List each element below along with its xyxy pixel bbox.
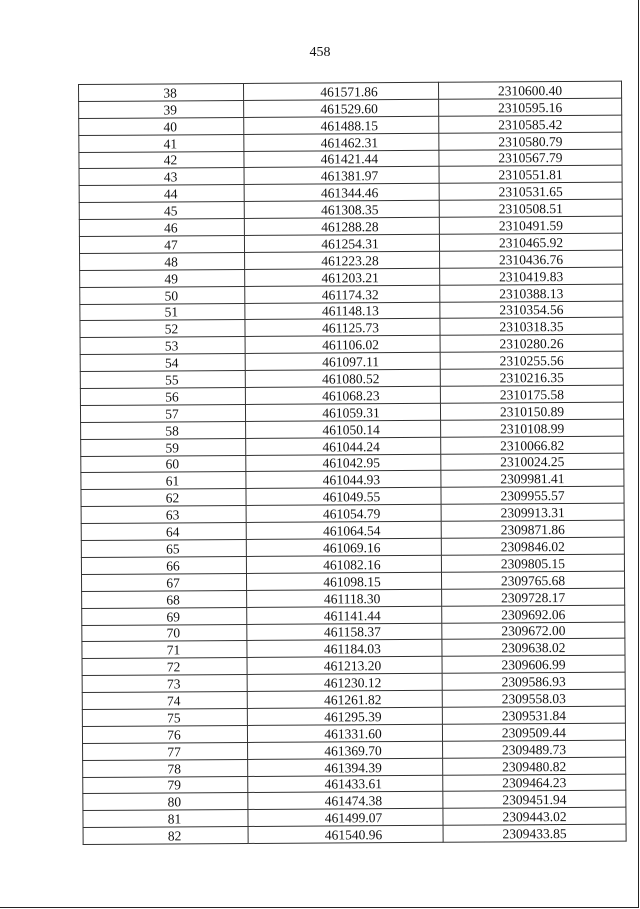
- y-coordinate-cell: 2310419.83: [440, 267, 623, 285]
- y-coordinate-cell: 2310066.82: [441, 436, 624, 454]
- x-coordinate-cell: 461141.44: [247, 606, 442, 624]
- x-coordinate-cell: 461421.44: [244, 150, 439, 168]
- y-coordinate-cell: 2309846.02: [441, 537, 624, 555]
- y-coordinate-cell: 2309464.23: [443, 774, 626, 792]
- point-number-cell: 63: [81, 506, 246, 524]
- x-coordinate-cell: 461049.55: [246, 488, 441, 506]
- y-coordinate-cell: 2310465.92: [439, 233, 622, 251]
- y-coordinate-cell: 2309638.02: [442, 639, 625, 657]
- point-number-cell: 48: [80, 252, 245, 270]
- x-coordinate-cell: 461148.13: [245, 302, 440, 320]
- y-coordinate-cell: 2309692.06: [442, 605, 625, 623]
- x-coordinate-cell: 461213.20: [247, 657, 442, 675]
- point-number-cell: 76: [82, 725, 247, 743]
- point-number-cell: 78: [83, 759, 248, 777]
- y-coordinate-cell: 2309509.44: [442, 723, 625, 741]
- point-number-cell: 77: [83, 742, 248, 760]
- point-number-cell: 44: [79, 185, 244, 203]
- x-coordinate-cell: 461098.15: [246, 572, 441, 590]
- y-coordinate-cell: 2310551.81: [439, 166, 622, 184]
- point-number-cell: 40: [79, 117, 244, 135]
- point-number-cell: 73: [82, 675, 247, 693]
- point-number-cell: 57: [80, 404, 245, 422]
- point-number-cell: 38: [79, 83, 244, 101]
- y-coordinate-cell: 2310216.35: [440, 368, 623, 386]
- y-coordinate-cell: 2310600.40: [438, 81, 621, 99]
- coordinate-table-body: [79, 81, 627, 844]
- x-coordinate-cell: 461488.15: [244, 116, 439, 134]
- y-coordinate-cell: 2309672.00: [442, 622, 625, 640]
- point-number-cell: 67: [81, 573, 246, 591]
- y-coordinate-cell: 2309433.85: [443, 824, 626, 842]
- point-number-cell: 42: [79, 151, 244, 169]
- y-coordinate-cell: 2309586.93: [442, 672, 625, 690]
- y-coordinate-cell: 2310255.56: [440, 351, 623, 369]
- x-coordinate-cell: 461044.93: [246, 471, 441, 489]
- coordinate-table: [78, 81, 627, 845]
- point-number-cell: 46: [79, 219, 244, 237]
- x-coordinate-cell: 461369.70: [248, 741, 443, 759]
- point-number-cell: 58: [81, 421, 246, 439]
- point-number-cell: 60: [81, 455, 246, 473]
- point-number-cell: 53: [80, 337, 245, 355]
- y-coordinate-cell: 2309558.03: [442, 689, 625, 707]
- point-number-cell: 50: [80, 286, 245, 304]
- y-coordinate-cell: 2309805.15: [441, 554, 624, 572]
- x-coordinate-cell: 461230.12: [247, 673, 442, 691]
- x-coordinate-cell: 461082.16: [246, 555, 441, 573]
- x-coordinate-cell: 461184.03: [247, 640, 442, 658]
- y-coordinate-cell: 2309606.99: [442, 655, 625, 673]
- x-coordinate-cell: 461394.39: [248, 758, 443, 776]
- x-coordinate-cell: 461174.32: [245, 285, 440, 303]
- point-number-cell: 51: [80, 303, 245, 321]
- point-number-cell: 68: [82, 590, 247, 608]
- y-coordinate-cell: 2310436.76: [440, 250, 623, 268]
- point-number-cell: 49: [80, 269, 245, 287]
- point-number-cell: 59: [81, 438, 246, 456]
- y-coordinate-cell: 2310150.89: [440, 402, 623, 420]
- y-coordinate-cell: 2310318.35: [440, 318, 623, 336]
- x-coordinate-cell: 461308.35: [244, 201, 439, 219]
- x-coordinate-cell: 461223.28: [245, 251, 440, 269]
- x-coordinate-cell: 461059.31: [245, 403, 440, 421]
- point-number-cell: 71: [82, 641, 247, 659]
- x-coordinate-cell: 461462.31: [244, 133, 439, 151]
- x-coordinate-cell: 461433.61: [248, 775, 443, 793]
- point-number-cell: 56: [80, 388, 245, 406]
- x-coordinate-cell: 461344.46: [244, 184, 439, 202]
- y-coordinate-cell: 2309955.57: [441, 487, 624, 505]
- y-coordinate-cell: 2309913.31: [441, 503, 624, 521]
- x-coordinate-cell: 461054.79: [246, 505, 441, 523]
- point-number-cell: 72: [82, 658, 247, 676]
- point-number-cell: 70: [82, 624, 247, 642]
- y-coordinate-cell: 2309480.82: [443, 757, 626, 775]
- point-number-cell: 39: [79, 100, 244, 118]
- x-coordinate-cell: 461097.11: [245, 353, 440, 371]
- x-coordinate-cell: 461203.21: [245, 268, 440, 286]
- point-number-cell: 52: [80, 320, 245, 338]
- point-number-cell: 45: [79, 202, 244, 220]
- point-number-cell: 65: [81, 540, 246, 558]
- y-coordinate-cell: 2310580.79: [439, 132, 622, 150]
- x-coordinate-cell: 461540.96: [248, 825, 443, 843]
- point-number-cell: 79: [83, 776, 248, 794]
- point-number-cell: 69: [82, 607, 247, 625]
- x-coordinate-cell: 461331.60: [247, 724, 442, 742]
- x-coordinate-cell: 461254.31: [244, 234, 439, 252]
- x-coordinate-cell: 461042.95: [246, 454, 441, 472]
- y-coordinate-cell: 2309728.17: [442, 588, 625, 606]
- y-coordinate-cell: 2309765.68: [441, 571, 624, 589]
- point-number-cell: 66: [81, 556, 246, 574]
- x-coordinate-cell: 461288.28: [244, 217, 439, 235]
- y-coordinate-cell: 2310280.26: [440, 335, 623, 353]
- x-coordinate-cell: 461069.16: [246, 538, 441, 556]
- point-number-cell: 47: [79, 236, 244, 254]
- y-coordinate-cell: 2309489.73: [443, 740, 626, 758]
- x-coordinate-cell: 461158.37: [247, 623, 442, 641]
- page-number: 458: [309, 45, 331, 60]
- x-coordinate-cell: 461499.07: [248, 809, 443, 827]
- x-coordinate-cell: 461125.73: [245, 319, 440, 337]
- table-row: [83, 824, 626, 844]
- x-coordinate-cell: 461068.23: [245, 386, 440, 404]
- y-coordinate-cell: 2310175.58: [440, 385, 623, 403]
- y-coordinate-cell: 2310531.65: [439, 183, 622, 201]
- x-coordinate-cell: 461261.82: [247, 690, 442, 708]
- x-coordinate-cell: 461118.30: [247, 589, 442, 607]
- x-coordinate-cell: 461044.24: [246, 437, 441, 455]
- y-coordinate-cell: 2309451.94: [443, 791, 626, 809]
- point-number-cell: 64: [81, 523, 246, 541]
- point-number-cell: 80: [83, 793, 248, 811]
- point-number-cell: 62: [81, 489, 246, 507]
- y-coordinate-cell: 2310491.59: [439, 216, 622, 234]
- point-number-cell: 55: [80, 371, 245, 389]
- point-number-cell: 82: [83, 827, 248, 845]
- y-coordinate-cell: 2310024.25: [441, 453, 624, 471]
- x-coordinate-cell: 461106.02: [245, 336, 440, 354]
- point-number-cell: 61: [81, 472, 246, 490]
- point-number-cell: 75: [82, 708, 247, 726]
- y-coordinate-cell: 2310567.79: [439, 149, 622, 167]
- y-coordinate-cell: 2309871.86: [441, 520, 624, 538]
- y-coordinate-cell: 2310508.51: [439, 199, 622, 217]
- x-coordinate-cell: 461080.52: [245, 369, 440, 387]
- y-coordinate-cell: 2310354.56: [440, 301, 623, 319]
- y-coordinate-cell: 2310108.99: [441, 419, 624, 437]
- x-coordinate-cell: 461474.38: [248, 792, 443, 810]
- y-coordinate-cell: 2309443.02: [443, 807, 626, 825]
- x-coordinate-cell: 461295.39: [247, 707, 442, 725]
- x-coordinate-cell: 461381.97: [244, 167, 439, 185]
- x-coordinate-cell: 461064.54: [246, 521, 441, 539]
- x-coordinate-cell: 461050.14: [246, 420, 441, 438]
- x-coordinate-cell: 461529.60: [244, 99, 439, 117]
- point-number-cell: 74: [82, 692, 247, 710]
- point-number-cell: 43: [79, 168, 244, 186]
- point-number-cell: 54: [80, 354, 245, 372]
- y-coordinate-cell: 2309531.84: [442, 706, 625, 724]
- y-coordinate-cell: 2310585.42: [439, 115, 622, 133]
- point-number-cell: 41: [79, 134, 244, 152]
- y-coordinate-cell: 2309981.41: [441, 470, 624, 488]
- y-coordinate-cell: 2310595.16: [439, 98, 622, 116]
- x-coordinate-cell: 461571.86: [243, 82, 438, 100]
- point-number-cell: 81: [83, 810, 248, 828]
- y-coordinate-cell: 2310388.13: [440, 284, 623, 302]
